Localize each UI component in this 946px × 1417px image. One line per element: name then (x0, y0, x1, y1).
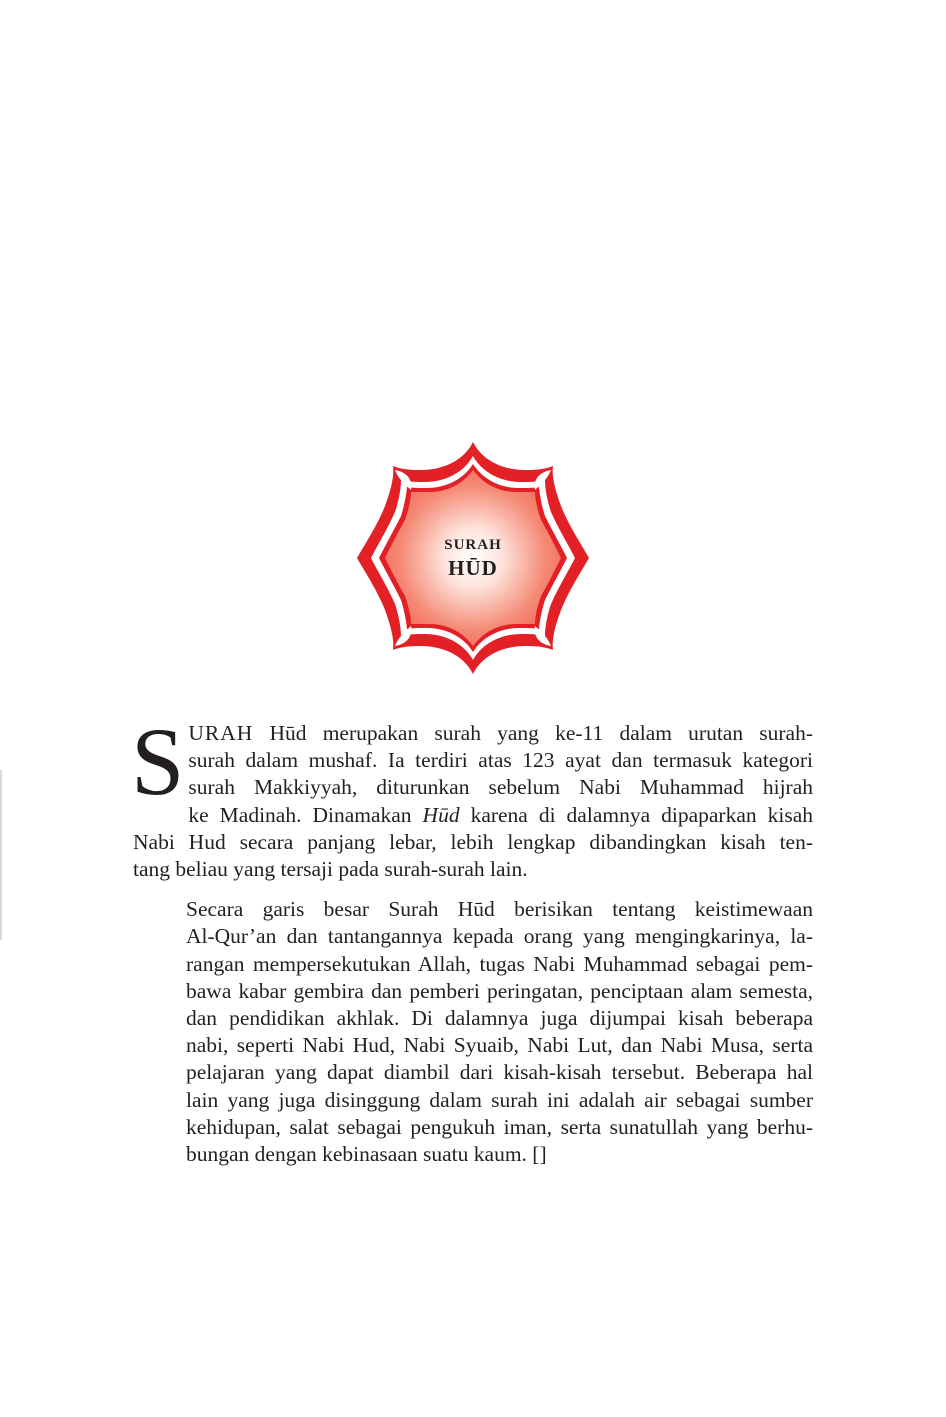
text-line: pelajaran yang dapat diambil dari kisah-kisah tersebut. Beberapa hal (186, 1060, 813, 1085)
emblem-surah-label: SURAH (444, 537, 502, 553)
text-line: rangan mempersekutukan Allah, tugas Nabi Muhammad sebagai pem- (186, 951, 813, 976)
second-paragraph (133, 896, 813, 1168)
text-line: surah dalam mushaf. Ia terdiri atas 123 ayat dan termasuk kategori (188, 748, 813, 773)
text-line: Al-Qur’an dan tantangannya kepada orang yang mengingkarinya, la- (186, 924, 813, 949)
text-line: Secara garis besar Surah Hūd berisikan tentang keistimewaan (186, 897, 813, 922)
emblem-surah-name: HŪD (448, 556, 498, 580)
text-line: URAH Hūd merupakan surah yang ke-11 dalam urutan surah- (188, 721, 813, 745)
lead-smallcaps: URAH (188, 721, 254, 745)
italic-surah-name: Hūd (422, 802, 460, 827)
page-edge-shadow (0, 770, 2, 940)
text-line: lain yang juga disinggung dalam surah ini adalah air sebagai sumber (186, 1087, 813, 1112)
text-line: kehidupan, salat sebagai pengukuh iman, serta sunatullah yang berhu- (186, 1114, 813, 1139)
text-line: nabi, seperti Nabi Hud, Nabi Syuaib, Nabi Lut, dan Nabi Musa, serta (186, 1033, 813, 1058)
intro-paragraph (131, 708, 813, 883)
text-line: tang beliau yang tersaji pada surah-surah lain. (133, 857, 528, 882)
text-line: bawa kabar gembira dan pemberi peringatan, penciptaan alam semesta, (186, 978, 813, 1003)
chapter-emblem (355, 440, 591, 676)
chapter-body (131, 708, 813, 1168)
text-line: dan pendidikan akhlak. Di dalamnya juga dijumpai kisah beberapa (186, 1006, 813, 1031)
text-line: ke Madinah. Dinamakan Hūd karena di dalamnya dipaparkan kisah (188, 802, 813, 827)
text-line: surah Makkiyyah, diturunkan sebelum Nabi Muhammad hijrah (188, 775, 813, 800)
text-line: bungan dengan kebinasaan suatu kaum. [] (186, 1142, 547, 1167)
drop-cap: S (131, 708, 185, 815)
text-line: Nabi Hud secara panjang lebar, lebih lengkap dibandingkan kisah ten- (133, 829, 813, 854)
emblem-title (355, 535, 591, 581)
